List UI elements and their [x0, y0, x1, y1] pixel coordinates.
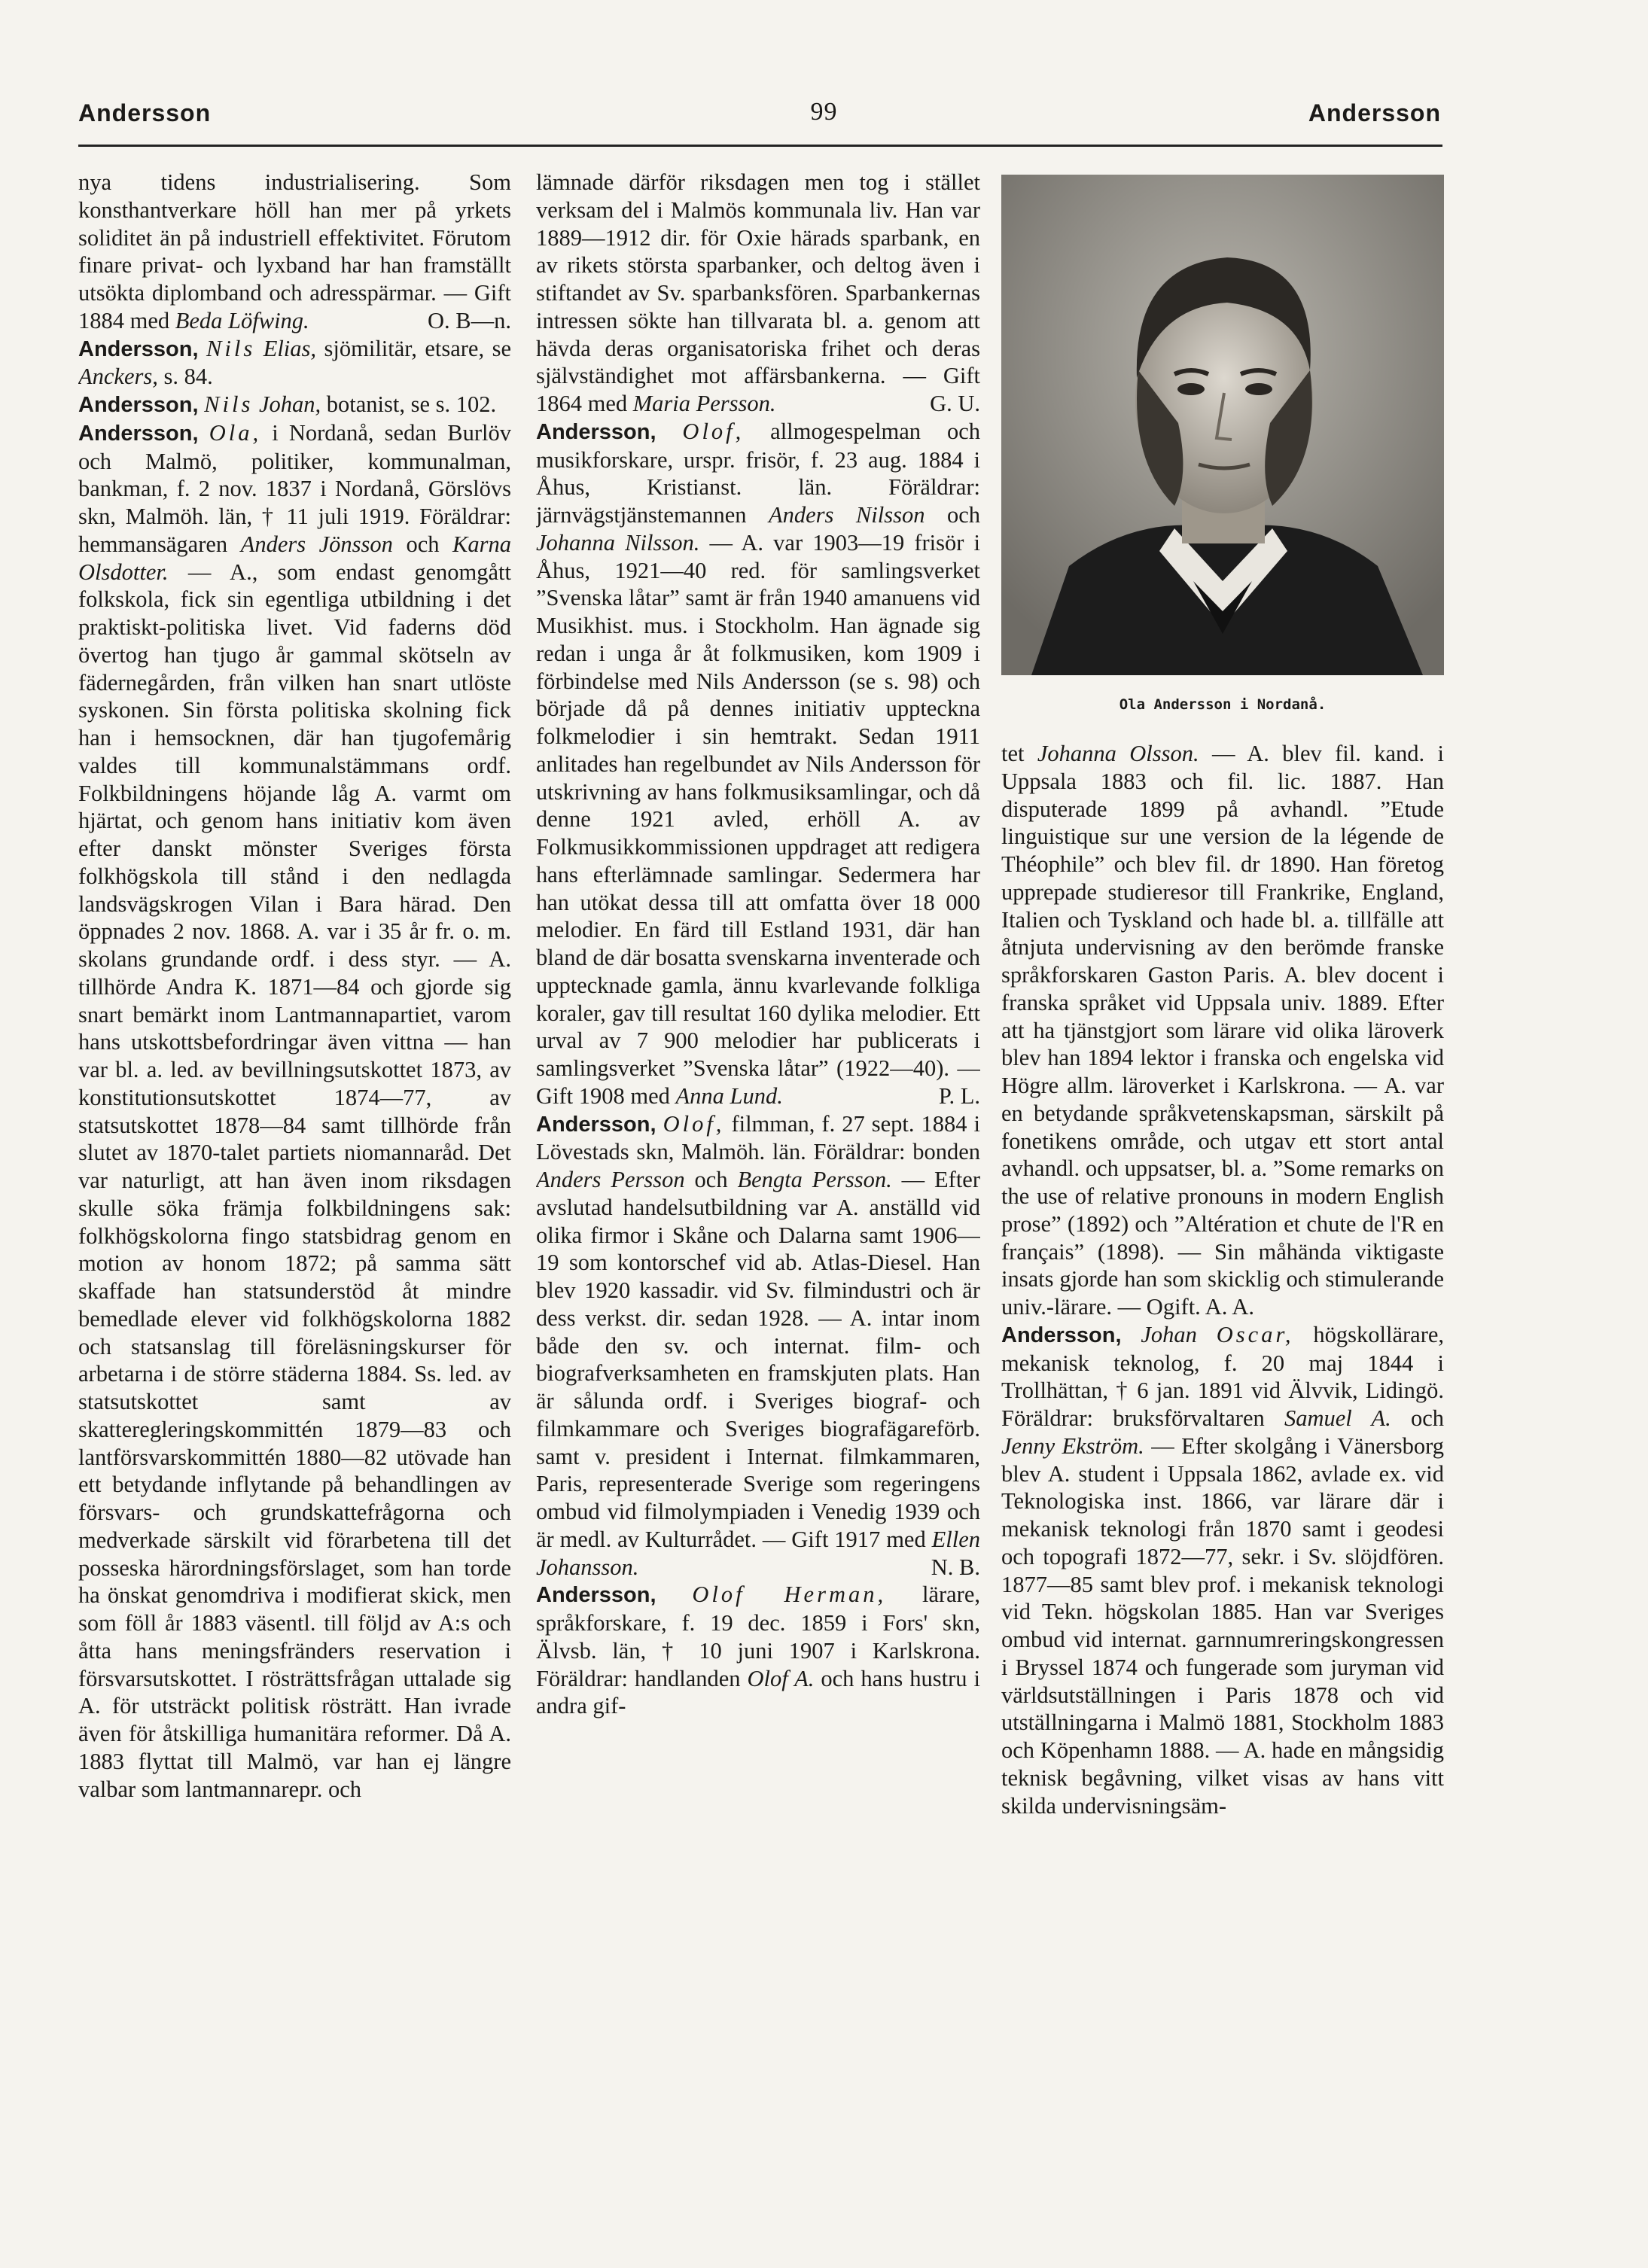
author-signature: G. U. [930, 391, 980, 416]
column-1 [78, 169, 511, 2020]
entry-continuation: nya tidens industrialisering. Som konsthantverkare höll han mer på yrkets soliditet än på industriell effektivitet. Förutom finare privat- och lyxband har han framställt utsökta diplomband och adresspärmar. — Gift 1884 med Beda Löfwing. O. B—n. [78, 169, 511, 333]
author-signature: N. B. [931, 1554, 980, 1580]
entry-continuation: tet Johanna Olsson. — A. blev fil. kand. i Uppsala 1883 och fil. lic. 1887. Han disputerade 1899 på avhandl. ”Etude linguistique sur une version de la légende de Théophile” och blev fil. dr 1890. Han företog upprepade studieresor till Frankrike, England, Italien och Tyskland och hade bl. a. tillfälle att åtnjuta undervisning av den berömde franske språkforskaren Gaston Paris. A. blev docent i franska språket vid Uppsala univ. 1889. Efter att ha tjänstgjort som lärare vid olika läroverk blev han 1894 lektor i franska och engelska vid Högre allm. läroverket i Karlskrona. — A. var en betydande språkvetenskapsman, särskilt på fonetikens område, och utgav ett stort antal avhandl. och uppsatser, bl. a. ”Some remarks on the use of relative pronouns in modern English prose” (1892) och ”Altération et chute de l'R en français” (1898). — Sin måhända viktigaste insats gjorde han som skicklig och stimulerande univ.-lärare. — Ogift. A. A. [1001, 741, 1444, 1320]
column-3 [1001, 740, 1444, 2020]
entry-olof-filmman: Andersson, Olof, filmman, f. 27 sept. 1884 i Lövestads skn, Malmöh. län. Föräldrar: bonden Anders Persson och Bengta Persson. — Efter avslutad handelsutbildning var A. anställd vid olika firmor i Skåne och Dalarna samt 1906—19 som kontorschef vid ab. Atlas-Diesel. Han blev 1920 kassadir. vid Sv. filmindustri och är dess verkst. dir. sedan 1928. — A. intar inom både den sv. och internat. film- och biografverksamheten en framskjuten plats. Han är sålunda ordf. i Sveriges biograf- och filmkammare och Sveriges biografägareförb. samt v. president i Internat. filmkammaren, Paris, representerade Sverige som regeringens ombud vid filmolympiaden i Venedig 1939 och är medl. av Kulturrådet. — Gift 1917 med Ellen Johansson. N. B. [536, 1110, 980, 1580]
entry-continuation: lämnade därför riksdagen men tog i stället verksam del i Malmös kommunala liv. Han var 1889—1912 dir. för Oxie härads sparbank, en av rikets största sparbanker, och deltog även i stiftandet av Sv. sparbanksfören. Sparbankernas intressen sökte han tillvarata bl. a. genom att hävda deras organisatoriska frihet och deras självständighet mot affärsbankerna. — Gift 1864 med Maria Persson. G. U. [536, 169, 980, 416]
column-2 [536, 169, 980, 2020]
entry-nils-johan: Andersson, Nils Johan, botanist, se s. 102. [78, 391, 497, 417]
header-rule [78, 145, 1442, 147]
photo-caption: Ola Andersson i Nordanå. [1119, 696, 1327, 713]
page-number: 99 [810, 98, 838, 126]
author-signature: P. L. [938, 1082, 980, 1109]
running-head-left: Andersson [78, 99, 212, 126]
entry-ola: Andersson, Ola, i Nordanå, sedan Burlöv och Malmö, politiker, kommunalman, bankman, f. 2 nov. 1837 i Nordanå, Görslövs skn, Malmöh. län, † 11 juli 1919. Föräldrar: hemmansägaren Anders Jönsson och Karna Olsdotter. — A., som endast genomgått folkskola, fick sin egentliga utbildning i det praktiskt-politiska livet. Vid faderns död övertog han tjugo år gammal skötseln av fädernegården, från vilken han snart utlöste syskonen. Sin första politiska skolning fick han i hemsocknen, där han tjugofemårig valdes till kommunalstämmans ordf. Folkbildningens höjande låg A. varmt om hjärtat, och genom hans initiativ kom även efter danskt mönster Sveriges första folkhögskola till stånd i den nedlagda landsvägskrogen Vilan i Bara härad. Den öppnades 2 nov. 1868. A. var i 35 år fr. o. m. skolans grundande ordf. i dess styr. — A. tillhörde Andra K. 1871—84 och gjorde sig snart bemärkt inom Lantmannapartiet, varom hans utskottsbefordringar även vittna — han var bl. a. led. av bevillningsutskottet 1873, av konstitutionsutskottet 1874—77, av statsutskottet 1878—84 samt tillhörde från slutet av 1870-talet partiets niomannaråd. Det var naturligt, att han även inom riksdagen skulle söka främja folkbildningens sak: folkhögskolorna fingo statsbidrag genom en motion av honom 1872; på samma sätt skaffade han statsunderstöd åt mindre bemedlade elever vid folkhögskolorna 1882 och statsanslag till föreläsningskurser för arbetarna i de större städerna 1884. Ss. led. av statsutskottet samt av skatteregleringskommittén 1879—83 och lantförsvarskommittén 1880—82 utövade han ett betydande inflytande på behandlingen av försvars- och grundskattefrågorna och medverkade särskilt vid förarbetena till det posseska härordningsförslaget, som han torde ha önskat genomdriva i modifierat skick, men som föll år 1883 väsentl. till följd av A:s och åtta hans meningsfränders reservation i försvarsutskottet. I rösträttsfrågan uttalade sig A. för utsträckt politisk rösträtt. Han ivrade även för åtskilliga humanitära reformer. Då A. 1883 flyttat till Malmö, var han ej längre valbar som lantmannarepr. och [78, 419, 511, 1802]
portrait-photo [1001, 175, 1444, 675]
running-head-right: Andersson [1308, 99, 1441, 126]
author-signature: O. B—n. [428, 307, 511, 333]
entry-olof-musician: Andersson, Olof, allmogespelman och musikforskare, urspr. frisör, f. 23 aug. 1884 i Åhus, Kristianst. län. Föräldrar: järnvägstjänstemannen Anders Nilsson och Johanna Nilsson. — A. var 1903—19 frisör i Åhus, 1921—40 red. för samlingsverket ”Svenska låtar” samt är från 1940 amanuens vid Musikhist. mus. i Stockholm. Han ägnade sig redan i unga år åt folkmusiken, kom 1909 i förbindelse med Nils Andersson (se s. 98) och började då på dennes initiativ uppteckna folkmelodier i sin hemtrakt. Sedan 1911 anlitades han regelbundet av Nils Andersson för utskrivning av hans folkmusiksamlingar, och då denne 1921 avled, erhöll A. av Folkmusikkommissionen uppdraget att redigera hans efterlämnade samlingar. Sedermera har han utökat dessa till att omfatta över 18 000 melodier. En färd till Estland 1931, där han bland de där bosatta svenskarna inventerade och upptecknade gamla, ännu kvarlevande folkliga koraler, gav till resultat 160 dylika melodier. Ett urval av 7 900 melodier har publicerats i samlingsverket ”Svenska låtar” (1922—40). — Gift 1908 med Anna Lund. P. L. [536, 418, 980, 1109]
entry-nils-elias: Andersson, Nils Elias, sjömilitär, etsare, se Anckers, s. 84. [78, 335, 511, 390]
entry-olof-herman: Andersson, Olof Herman, lärare, språkforskare, f. 19 dec. 1859 i Fors' skn, Älvsb. län, † 10 juni 1907 i Karlskrona. Föräldrar: handlanden Olof A. och hans hustru i andra gif- [536, 1582, 980, 1719]
entry-johan-oscar: Andersson, Johan Oscar, högskollärare, mekanisk teknolog, f. 20 maj 1844 i Trollhättan, † 6 jan. 1891 vid Älvvik, Lidingö. Föräldrar: bruksförvaltaren Samuel A. och Jenny Ekström. — Efter skolgång i Vänersborg blev A. student i Uppsala 1862, avlade ex. vid Teknologiska inst. 1866, var lärare där i mekanisk teknologi från 1870 samt i geodesi och topografi 1872—77, sekr. i Sv. slöjdfören. 1877—85 samt blev prof. i mekanisk teknologi vid Tekn. högskolan 1885. Han var Sveriges ombud vid internat. garnnumreringskongressen i Bryssel 1874 och fungerade som juryman vid världsutställningen i Paris 1878 och vid utställningarna i Malmö 1881, Stockholm 1883 och Köpenhamn 1888. — A. hade en mångsidig teknisk begåvning, vilket visas av hans vitt skilda undervisningsäm- [1001, 1321, 1444, 1819]
portrait-icon [1001, 175, 1444, 675]
